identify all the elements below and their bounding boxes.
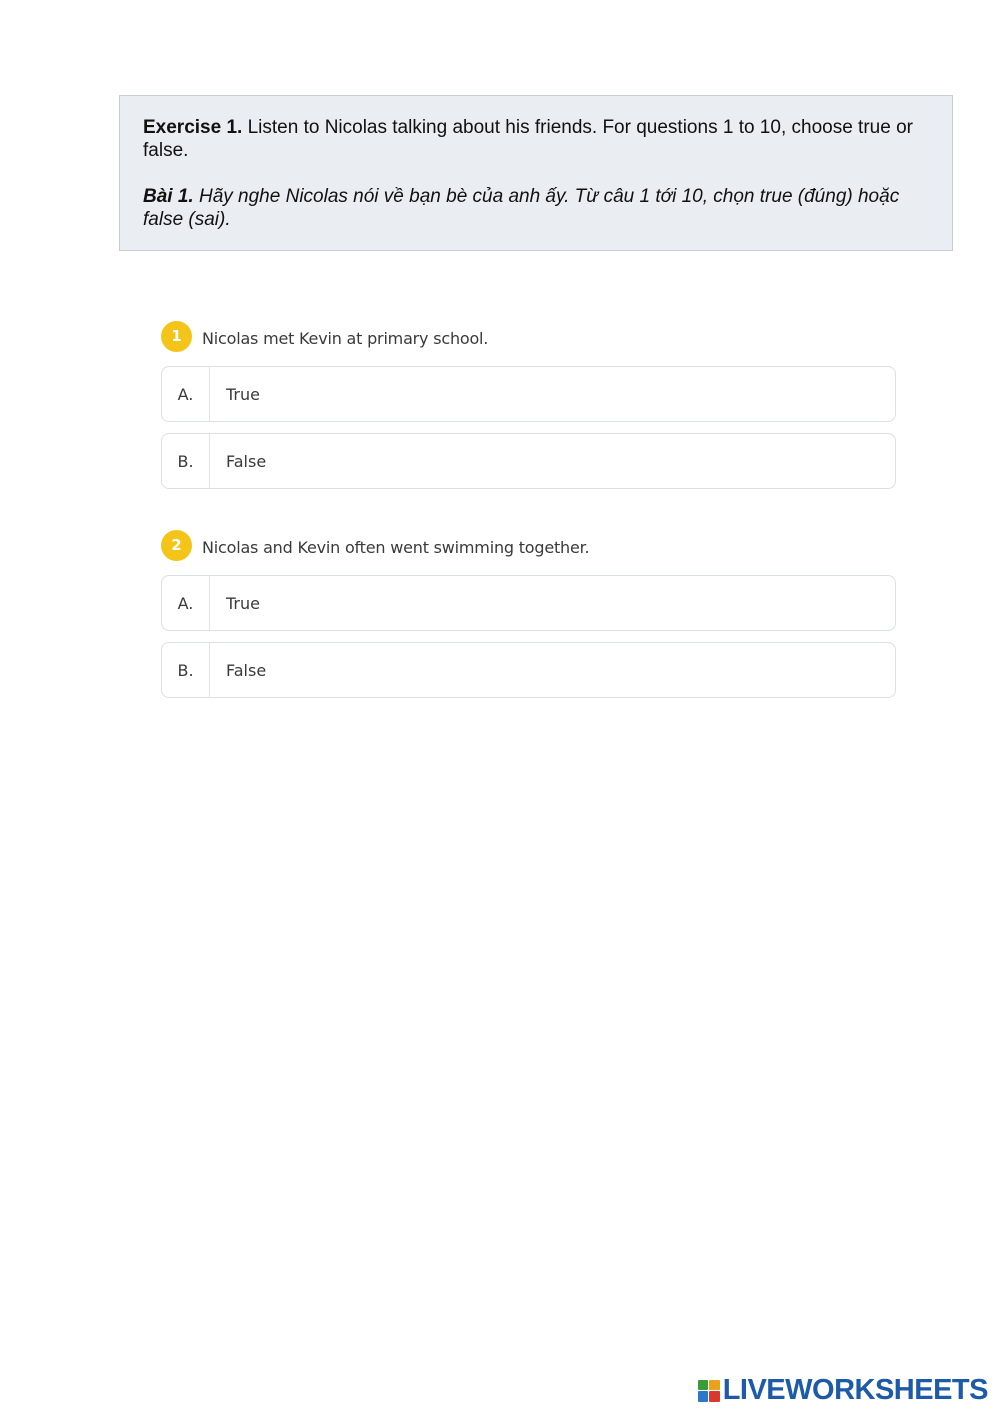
exercise-text: Listen to Nicolas talking about his friends. For questions 1 to 10, choose true or false. bbox=[143, 117, 913, 161]
question-number-badge: 2 bbox=[161, 530, 192, 561]
option-text: False bbox=[226, 451, 267, 471]
question-number-badge: 1 bbox=[161, 321, 192, 352]
option-a[interactable] bbox=[161, 366, 896, 422]
options-list bbox=[161, 575, 896, 698]
instructions-english bbox=[143, 116, 929, 162]
option-letter: A. bbox=[162, 367, 210, 421]
question-1 bbox=[161, 320, 896, 489]
logo-grid-icon bbox=[698, 1380, 720, 1402]
option-letter: A. bbox=[162, 576, 210, 630]
exercise-label: Exercise 1. bbox=[143, 117, 243, 138]
question-2 bbox=[161, 529, 896, 698]
exercise-text-vi: Hãy nghe Nicolas nói về bạn bè của anh ấy. Từ câu 1 tới 10, chọn true (đúng) hoặc false (sai). bbox=[143, 186, 900, 230]
question-text: Nicolas met Kevin at primary school. bbox=[202, 328, 489, 348]
options-list bbox=[161, 366, 896, 489]
instructions-box bbox=[119, 95, 953, 251]
exercise-label-vi: Bài 1. bbox=[143, 186, 194, 207]
option-b[interactable] bbox=[161, 433, 896, 489]
option-a[interactable] bbox=[161, 575, 896, 631]
question-header bbox=[161, 320, 896, 352]
instructions-vietnamese bbox=[143, 185, 929, 231]
liveworksheets-logo bbox=[698, 1374, 988, 1407]
question-text: Nicolas and Kevin often went swimming together. bbox=[202, 537, 590, 557]
option-text: True bbox=[226, 593, 260, 613]
logo-text: LIVEWORKSHEETS bbox=[722, 1374, 988, 1406]
option-letter: B. bbox=[162, 434, 210, 488]
question-header bbox=[161, 529, 896, 561]
option-text: False bbox=[226, 660, 267, 680]
option-b[interactable] bbox=[161, 642, 896, 698]
option-text: True bbox=[226, 384, 260, 404]
option-letter: B. bbox=[162, 643, 210, 697]
